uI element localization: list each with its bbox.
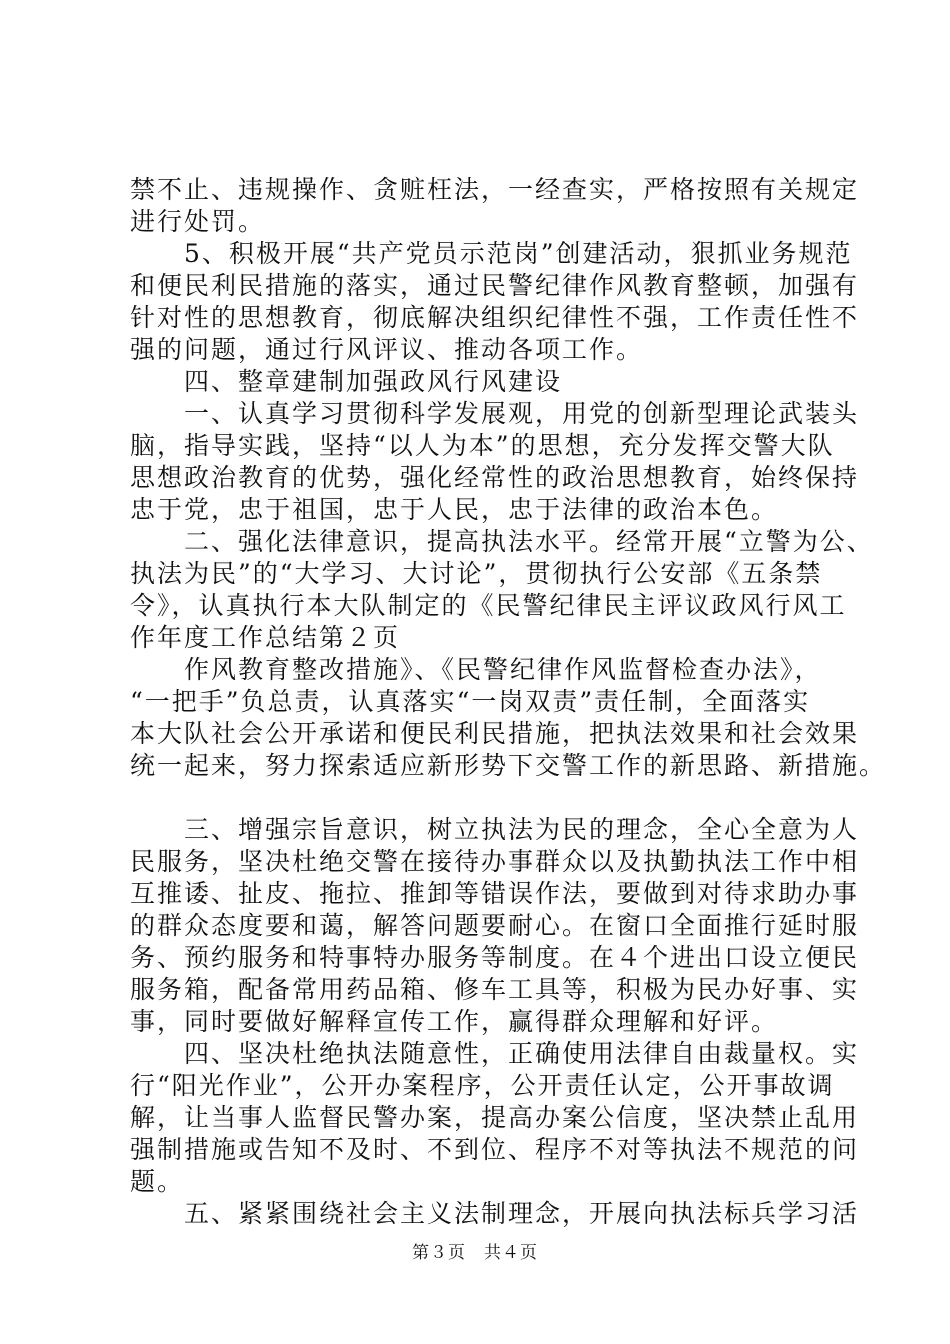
text-line: 的群众态度要和蔼，解答问题要耐心。在窗口全面推行延时服 bbox=[130, 911, 860, 940]
text-line: 思想政治教育的优势，强化经常性的政治思想教育，始终保持 bbox=[130, 463, 860, 492]
text-line: 作年度工作总结第２页 bbox=[130, 623, 401, 652]
text-line: 令》，认真执行本大队制定的《民警纪律民主评议政风行风工 bbox=[130, 591, 847, 620]
section-heading: 四、整章建制加强政风行风建设 bbox=[130, 367, 563, 396]
text-line: 执法为民”的“大学习、大讨论”，贯彻执行公安部《五条禁 bbox=[130, 559, 823, 588]
text-line: “一把手”负总责，认真落实“一岗双责”责任制，全面落实 bbox=[130, 687, 811, 716]
text-line: 务、预约服务和特事特办服务等制度。在４个进出口设立便民 bbox=[130, 943, 860, 972]
text-line: 解，让当事人监督民警办案，提高办案公信度，坚决禁止乱用 bbox=[130, 1103, 860, 1132]
page-number-footer: 第３页 共４页 bbox=[412, 1243, 538, 1263]
text-line: 和便民利民措施的落实，通过民警纪律作风教育整顿，加强有 bbox=[130, 271, 860, 300]
text-line: 针对性的思想教育，彻底解决组织纪律性不强，工作责任性不 bbox=[130, 303, 860, 332]
text-line: 强的问题，通过行风评议、推动各项工作。 bbox=[130, 335, 644, 364]
text-line: 进行处罚。 bbox=[130, 207, 266, 236]
text-line: 忠于党，忠于祖国，忠于人民，忠于法律的政治本色。 bbox=[130, 495, 779, 524]
text-line: 互推诿、扯皮、拖拉、推卸等错误作法，要做到对待求助办事 bbox=[130, 879, 860, 908]
text-line: 二、强化法律意识，提高执法水平。经常开展“立警为公、 bbox=[130, 527, 874, 556]
text-line: 本大队社会公开承诺和便民利民措施，把执法效果和社会效果 bbox=[130, 719, 860, 748]
text-line: 作风教育整改措施》、《民警纪律作风监督检查办法》， bbox=[130, 655, 822, 684]
text-line: 服务箱，配备常用药品箱、修车工具等，积极为民办好事、实 bbox=[130, 975, 860, 1004]
text-line: 一、认真学习贯彻科学发展观，用党的创新型理论武装头 bbox=[130, 399, 860, 428]
text-line: 民服务，坚决杜绝交警在接待办事群众以及执勤执法工作中相 bbox=[130, 847, 860, 876]
text-line: 五、紧紧围绕社会主义法制理念，开展向执法标兵学习活 bbox=[130, 1199, 860, 1228]
text-line: 禁不止、违规操作、贪赃枉法，一经查实，严格按照有关规定 bbox=[130, 175, 860, 204]
text-line: 四、坚决杜绝执法随意性，正确使用法律自由裁量权。实 bbox=[130, 1039, 860, 1068]
text-line: 脑，指导实践，坚持“以人为本”的思想，充分发挥交警大队 bbox=[130, 431, 835, 460]
text-line: 行“阳光作业”，公开办案程序，公开责任认定，公开事故调 bbox=[130, 1071, 835, 1100]
text-line: 强制措施或告知不及时、不到位、程序不对等执法不规范的问 bbox=[130, 1135, 860, 1164]
text-line: 统一起来，努力探索适应新形势下交警工作的新思路、新措施。 bbox=[130, 751, 887, 780]
text-line: 5、积极开展“共产党员示范岗”创建活动，狠抓业务规范 bbox=[130, 239, 853, 268]
text-line: 题。 bbox=[130, 1167, 185, 1196]
text-line: 事，同时要做好解释宣传工作，赢得群众理解和好评。 bbox=[130, 1007, 779, 1036]
text-line: 三、增强宗旨意识，树立执法为民的理念，全心全意为人 bbox=[130, 815, 860, 844]
